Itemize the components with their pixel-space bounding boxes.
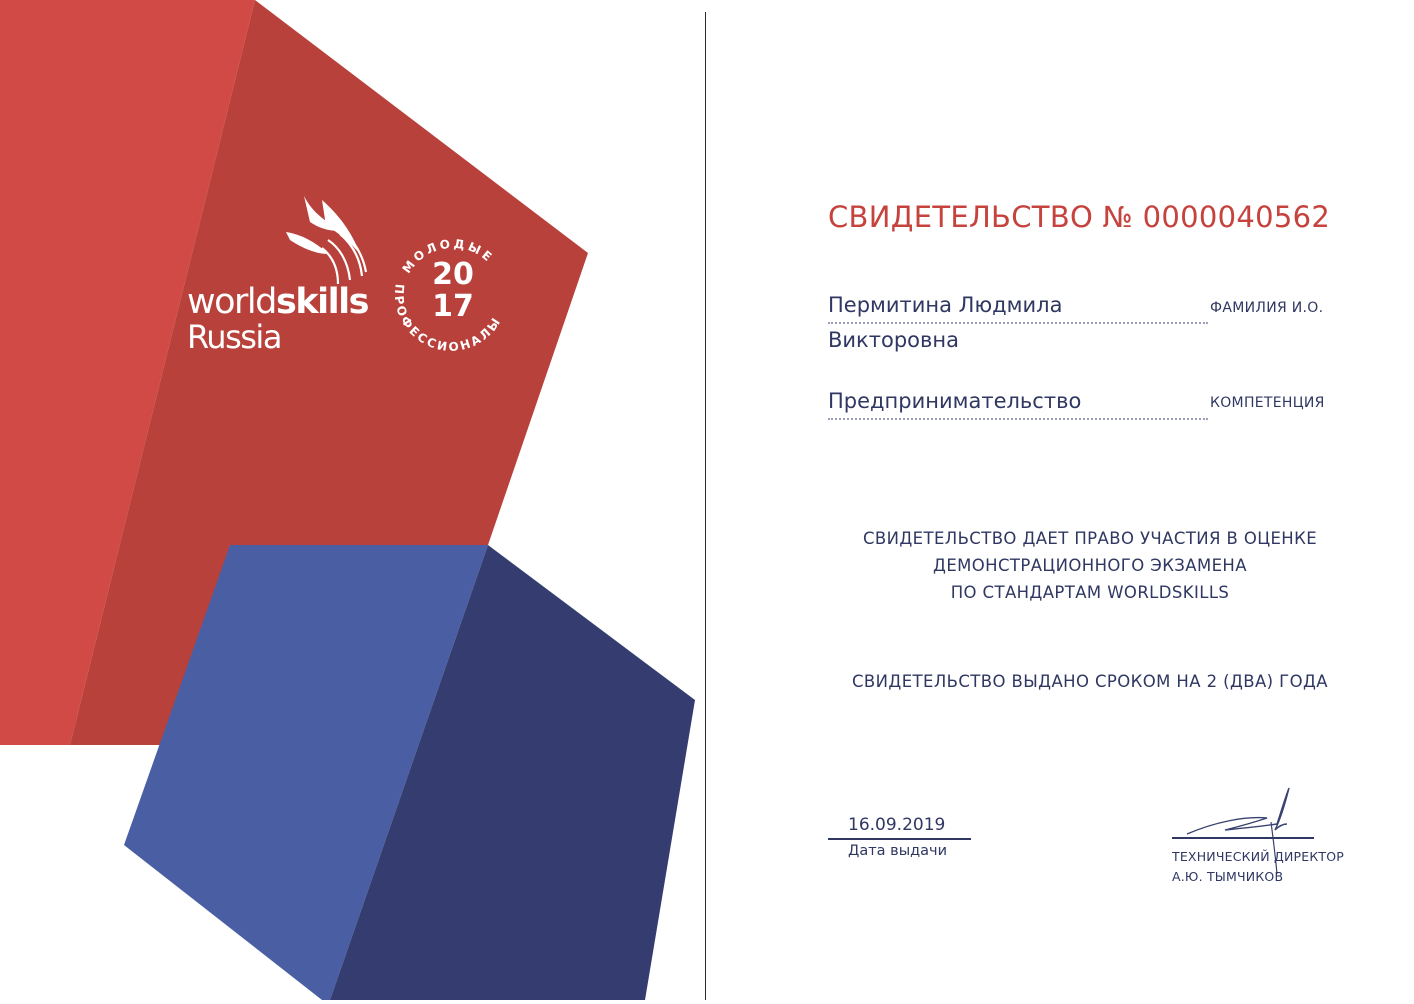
competency-value: Предпринимательство [828,389,1082,413]
name-field-label: ФАМИЛИЯ И.О. [1210,300,1324,316]
competency-underline [828,418,1208,420]
validity-statement: СВИДЕТЕЛЬСТВО ВЫДАНО СРОКОМ НА 2 (ДВА) ГОДА [852,672,1328,691]
young-professionals-badge [383,222,523,362]
certificate-title: СВИДЕТЕЛЬСТВО № 0000040562 [828,200,1331,234]
signature-line [1172,837,1314,839]
statement-line: ПО СТАНДАРТАМ WORLDSKILLS [950,583,1230,602]
worldskills-emblem-icon [282,192,372,287]
issue-date-line [828,838,971,840]
holder-name-line-1: Пермитина Людмила [828,293,1063,317]
logo-word-world: world [187,282,276,322]
signatory-title: ТЕХНИЧЕСКИЙ ДИРЕКТОР [1172,849,1345,864]
competency-field-label: КОМПЕТЕНЦИЯ [1210,395,1325,411]
signatory-name: А.Ю. ТЫМЧИКОВ [1172,869,1284,884]
page-divider [705,12,706,1000]
issue-date-label: Дата выдачи [848,843,948,859]
statement-line: СВИДЕТЕЛЬСТВО ДАЕТ ПРАВО УЧАСТИЯ В ОЦЕНКЕ [862,529,1318,548]
holder-name-line-2: Викторовна [828,328,959,352]
cube-shapes [0,0,705,1000]
badge-top-text: МОЛОДЫЕ [399,236,497,276]
name-underline [828,322,1208,324]
badge-year-top: 20 [432,257,474,292]
logo-word-skills: skills [276,282,368,322]
logo-word-russia: Russia [187,318,281,356]
badge-year-bottom: 17 [432,289,474,324]
statement-line: ДЕМОНСТРАЦИОННОГО ЭКЗАМЕНА [933,556,1247,575]
badge-bottom-text: ПРОФЕССИОНАЛЫ [391,283,505,355]
decorative-artwork [0,0,705,1000]
issue-date: 16.09.2019 [848,815,946,835]
